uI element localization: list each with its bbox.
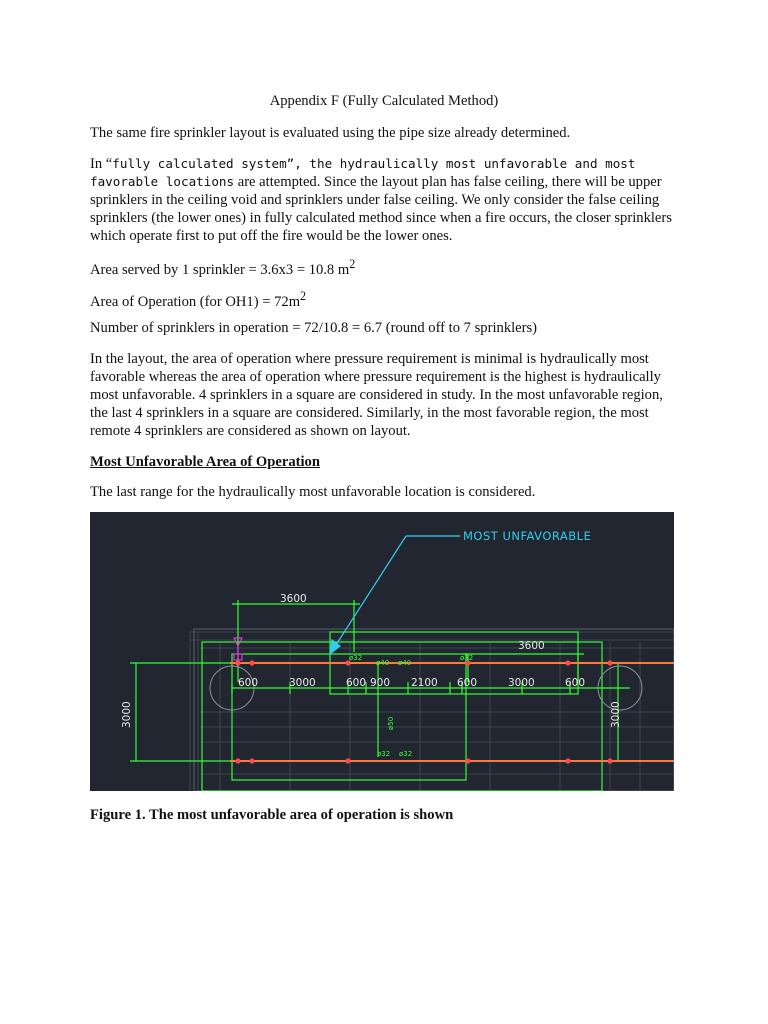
superscript: 2 <box>349 257 356 271</box>
mono-text-run: fully calculated system”, the hydraulically most unfavorable and most favorable locations <box>90 156 636 189</box>
area-served-line <box>90 255 680 279</box>
pipe-label: ø40 <box>376 659 390 667</box>
spacing-label: 3000 <box>289 677 316 689</box>
spacing-label: 600 <box>346 677 367 689</box>
pipe-label: ø32 <box>460 654 474 662</box>
num-sprinklers-line: Number of sprinklers in operation = 72/10.8 = 6.7 (round off to 7 sprinklers) <box>90 320 538 336</box>
dim-left-vertical: 3000 <box>121 701 133 728</box>
spacing-labels <box>238 677 585 689</box>
paragraph-text: are attempted. Since the layout plan has false ceiling, there will be upper sprinklers in the ceiling void and sprinklers under false ceiling. We only consider the false ceiling sprinklers (the lower ones) in fully calculated method since when a fire occurs, the closer sprinklers which operate first to put off the fire would be the lower ones. <box>90 174 672 244</box>
dim-right-vertical: 3000 <box>610 701 622 728</box>
spacing-label: 3000 <box>508 677 535 689</box>
quote-open: In “ <box>90 156 113 172</box>
callout-label: MOST UNFAVORABLE <box>463 529 592 543</box>
spacing-label: 600 <box>238 677 259 689</box>
spacing-label: 600 <box>565 677 586 689</box>
last-range-paragraph: The last range for the hydraulically most unfavorable location is considered. <box>90 484 536 500</box>
intro-paragraph: The same fire sprinkler layout is evaluated using the pipe size already determined. <box>90 125 571 141</box>
superscript: 2 <box>300 289 307 303</box>
dim-top-right: 3600 <box>518 640 545 652</box>
spacing-label: 2100 <box>411 677 438 689</box>
pipe-label: ø50 <box>387 716 395 730</box>
area-operation-line <box>90 287 680 311</box>
pipe-label: ø32 <box>349 654 363 662</box>
pipe-label: ø32 <box>377 750 391 758</box>
figure-caption: Figure 1. The most unfavorable area of operation is shown <box>90 807 454 823</box>
layout-paragraph: In the layout, the area of operation where pressure requirement is minimal is hydraulically most favorable whereas the area of operation where pressure requirement is the highest is hydraulically most unfavorable. 4 sprinklers in a square are considered in study. In the most unfavorable region, the last 4 sprinklers in a square are considered. Similarly, in the most favorable region, the most remote 4 sprinklers are considered as shown on layout. <box>90 351 663 439</box>
area-served-text: Area served by 1 sprinkler = 3.6x3 = 10.8 m <box>90 261 350 278</box>
pipe-label: ø32 <box>399 750 413 758</box>
callout-leader <box>330 536 460 654</box>
dim-top-left: 3600 <box>280 593 307 605</box>
document-title: Appendix F (Fully Calculated Method) <box>269 93 499 109</box>
cad-drawing <box>90 512 674 791</box>
calculated-system-paragraph <box>90 155 680 245</box>
area-operation-text: Area of Operation (for OH1) = 72m <box>90 293 301 310</box>
section-heading: Most Unfavorable Area of Operation <box>90 454 320 470</box>
cad-figure <box>90 512 674 791</box>
spacing-label: 600 <box>457 677 478 689</box>
pipe-label: ø40 <box>398 659 412 667</box>
spacing-label: 900 <box>370 677 391 689</box>
